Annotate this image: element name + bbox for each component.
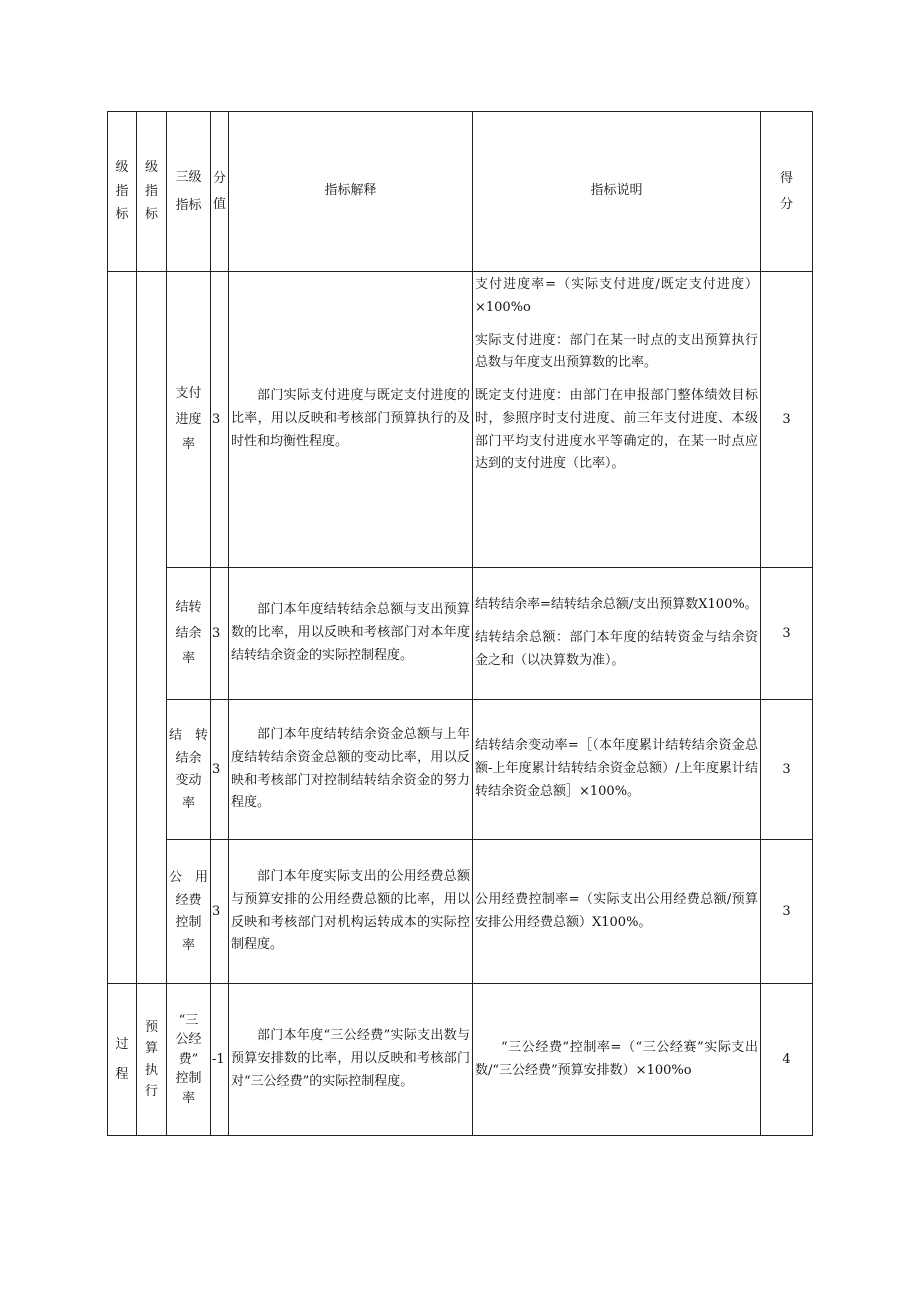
indicator-description: 结转结余变动率=［（本年度累计结转结余资金总额-上年度累计结转结余资金总额）/上年度累计结转结余资金总额］×100%。 [473, 700, 761, 840]
indicator-value: 3 [211, 272, 229, 568]
indicator-explanation: 部门本年度结转结余总额与支出预算数的比率，用以反映和考核部门对本年度结转结余资金的实际控制程度。 [229, 568, 473, 700]
header-explanation: 指标解释 [229, 112, 473, 272]
level2-cell: 预 算 执 行 [137, 984, 167, 1136]
level1-cell: 过 程 [108, 984, 137, 1136]
indicator-value: 3 [211, 840, 229, 984]
indicator-name: 结转 结余 率 [167, 568, 211, 700]
indicator-value: -1 [211, 984, 229, 1136]
table-row [108, 568, 813, 700]
header-level3: 三级 指标 [167, 112, 211, 272]
indicator-description: 结转结余率=结转结余总额/支出预算数X100%。 结转结余总额：部门本年度的结转资金与结余资金之和（以决算数为准）。 [473, 568, 761, 700]
indicator-description: “三公经费”控制率=（“三公经赛”实际支出数/“三公经费”预算安排数）×100%o [473, 984, 761, 1136]
header-description: 指标说明 [473, 112, 761, 272]
header-level1: 级 指 标 [108, 112, 137, 272]
indicator-name: 支付 进度 率 [167, 272, 211, 568]
header-level2: 级 指 标 [137, 112, 167, 272]
indicator-name: 结 转 结余 变动 率 [167, 700, 211, 840]
level2-cell-empty [137, 272, 167, 984]
indicator-description: 支付进度率=（实际支付进度/既定支付进度）×100%o 实际支付进度：部门在某一时点的支出预算执行总数与年度支出预算数的比率。 既定支付进度：由部门在申报部门整体绩效目标时，参照序时支付进度、前三年支付进度、本级部门平均支付进度水平等确定的，在某一时点应达到的支付进度（比率）。 [473, 272, 761, 568]
level1-cell-empty [108, 272, 137, 984]
table-row [108, 700, 813, 840]
table-row [108, 840, 813, 984]
indicator-score: 3 [761, 840, 813, 984]
indicator-explanation: 部门实际支付进度与既定支付进度的比率，用以反映和考核部门预算执行的及时性和均衡性程度。 [229, 272, 473, 568]
indicator-explanation: 部门本年度实际支出的公用经费总额与预算安排的公用经费总额的比率，用以反映和考核部门对机构运转成本的实际控制程度。 [229, 840, 473, 984]
indicator-description: 公用经费控制率=（实际支出公用经费总额/预算安排公用经费总额）X100%。 [473, 840, 761, 984]
indicator-value: 3 [211, 700, 229, 840]
indicator-explanation: 部门本年度结转结余资金总额与上年度结转结余资金总额的变动比率，用以反映和考核部门对控制结转结余资金的努力程度。 [229, 700, 473, 840]
indicator-value: 3 [211, 568, 229, 700]
indicator-score: 3 [761, 272, 813, 568]
performance-indicator-table [107, 111, 813, 1136]
header-score: 得 分 [761, 112, 813, 272]
indicator-name: 公 用 经费 控制 率 [167, 840, 211, 984]
indicator-explanation: 部门本年度“三公经费”实际支出数与预算安排数的比率，用以反映和考核部门对“三公经费”的实际控制程度。 [229, 984, 473, 1136]
header-row [108, 112, 813, 272]
table-row [108, 984, 813, 1136]
indicator-score: 3 [761, 700, 813, 840]
header-points: 分 值 [211, 112, 229, 272]
indicator-name: “三 公经 费” 控制 率 [167, 984, 211, 1136]
indicator-score: 3 [761, 568, 813, 700]
table-row [108, 272, 813, 568]
indicator-score: 4 [761, 984, 813, 1136]
